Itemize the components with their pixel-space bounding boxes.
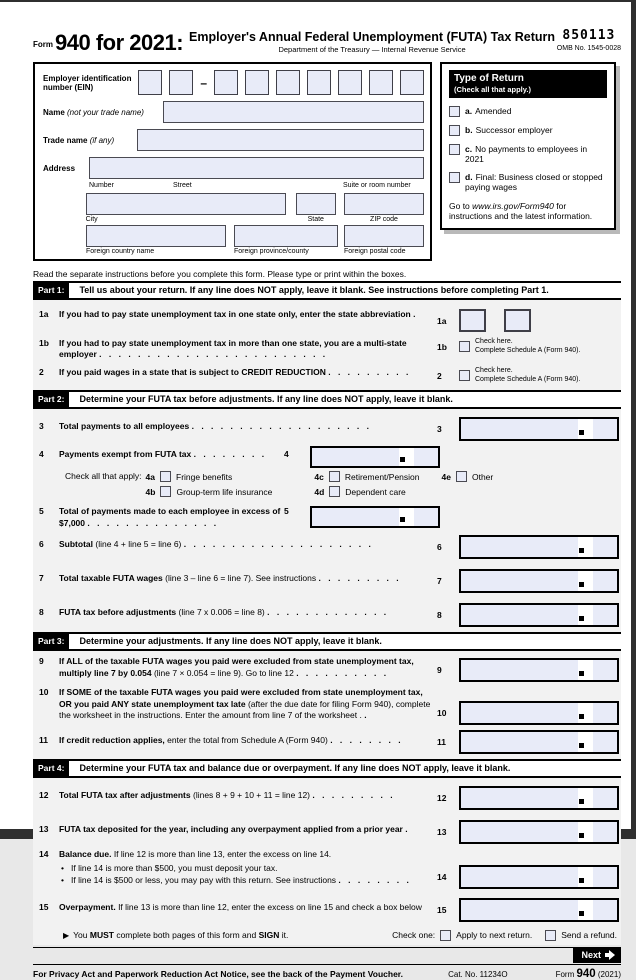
sign-text: it. [279,930,289,941]
schedule-a-text: Complete Schedule A (Form 940). [475,346,581,354]
schedule-a-text: Complete Schedule A (Form 940). [475,375,581,383]
cents-divider [578,822,593,842]
check-key: 4e [441,471,451,482]
line-number: 3 [39,421,44,432]
line-number: 1b [39,338,49,348]
line-number-right: 7 [437,576,442,587]
line-number-mid: 5 [284,506,289,517]
line-1b [33,334,621,363]
form-word: Form [33,40,53,49]
check-key: 4c [314,471,324,482]
line-text: If SOME of the taxable FUTA wages you paid were excluded from state unemployment tax, OR you paid ANY state unemployment tax late [59,687,423,709]
line-number: 1a [39,309,49,319]
city-sublabel: City [85,216,98,223]
line-number-right: 8 [437,610,442,621]
foreign-country-sublabel: Foreign country name [86,248,155,255]
cents-divider [578,703,593,723]
line-number-right: 2 [437,370,442,381]
line-10 [33,684,621,727]
line14-amount-box[interactable] [459,865,619,889]
line-number: 8 [39,607,44,618]
line-number-right: 3 [437,424,442,435]
check-key: 4a [145,471,156,482]
type-of-return-header [449,70,607,98]
balance-due-bullet-2: • If line 14 is $500 or less, you may pay with this return. See instructions . . . . . . . . [59,875,433,887]
foreign-postal-field[interactable] [344,225,424,247]
option-key: a. [465,106,473,116]
city-field[interactable] [86,193,286,215]
line-9 [33,651,621,684]
part2-label: Part 2: [33,392,69,407]
cents-divider [578,660,593,680]
foreign-province-sublabel: Foreign province/county [234,248,309,255]
option-key: d. [465,172,473,182]
trade-name-field[interactable] [137,129,424,151]
credit-reduction-checkbox[interactable] [459,370,470,381]
sign-text: You [73,930,90,941]
next-strip [33,947,621,963]
decimal-dot [579,714,584,719]
dot-leader: . . . . . . . . . . . . . . . . . . . [191,421,370,432]
line-text-rest: (lines 8 + 9 + 10 + 11 = line 12) [192,790,311,801]
decimal-dot [579,548,584,553]
line-number-mid: 4 [284,449,289,460]
cents-divider [578,788,593,808]
option-label: Successor employer [475,125,553,135]
line-number-right: 12 [437,793,447,804]
line-number: 10 [39,687,49,698]
foreign-country-field[interactable] [86,225,226,247]
check-here-text: Check here. [475,366,513,374]
line-text-rest: (line 4 + line 5 = line 6) [95,539,182,550]
line-text: Total payments to all employees [59,421,190,432]
line-14-bullets [33,861,621,891]
part3-title: Determine your adjustments. If any line does NOT apply, leave it blank. [79,636,382,647]
form-header [0,2,631,60]
check-label: Retirement/Pension [344,471,420,482]
omb-number: OMB No. 1545-0028 [556,45,621,52]
trade-name-label: Trade name [43,135,90,145]
part4-label: Part 4: [33,761,69,776]
ein-cell[interactable] [369,70,393,95]
line-3 [33,409,621,443]
cents-divider [578,537,593,557]
type-option-no-payments [449,144,607,164]
part1-title: Tell us about your return. If any line does NOT apply, leave it blank. See instructions before completing Part 1. [79,285,549,295]
dot-leader: . . . . . . . . [330,735,402,746]
dot-leader: . . . . . . . . . [312,790,394,801]
type-option-successor [449,125,607,136]
address-label: Address [43,163,76,173]
decimal-dot [579,911,584,916]
ein-cell[interactable] [307,70,331,95]
multi-state-checkbox[interactable] [459,341,470,352]
part3-header [33,632,621,651]
read-instructions-line: Read the separate instructions before you complete this form. Please type or print within the boxes. [33,269,407,279]
ein-cell[interactable] [138,70,162,95]
zip-field[interactable] [344,193,424,215]
ein-cell[interactable] [214,70,238,95]
dot-leader: . . . . . . . . . . [296,667,388,678]
line-number: 5 [39,506,44,517]
option-key: c. [465,144,473,154]
line13-amount-box[interactable] [459,820,619,844]
line-6 [33,531,621,561]
dot-leader: . . . . . . . . . . . . . . . . . . . . . . . . [99,349,327,360]
line8-amount-box[interactable] [459,603,619,627]
line9-amount-box[interactable] [459,658,619,682]
line-text: Overpayment. [59,901,119,912]
send-refund-checkbox[interactable] [545,930,556,941]
address-field[interactable] [89,157,424,179]
sign-must: MUST [89,930,114,941]
check-label: Dependent care [345,486,406,497]
ein-cell[interactable] [169,70,193,95]
line-text: FUTA tax before adjustments [59,607,177,618]
decimal-dot [579,799,584,804]
type-of-return-subtitle: (Check all that apply.) [454,85,531,94]
form-footer-year: (2021) [595,969,621,979]
line-text: Balance due. [59,849,114,860]
line-number: 14 [39,849,49,860]
line-text-rest: If line 12 is more than line 13, enter the excess on line 14. [113,849,332,860]
name-field[interactable] [163,101,424,123]
line-number: 2 [39,366,44,377]
decimal-dot [579,833,584,838]
form-number: 940 for 2021: [55,30,184,55]
line3-amount-box[interactable] [459,417,619,441]
fringe-benefits-checkbox[interactable] [160,471,171,482]
type-of-return-box [440,62,616,230]
ein-cell[interactable] [276,70,300,95]
line-text: If ALL of the taxable FUTA wages you paid were excluded from state unemployment tax, multiply line 7 by 0.054 [59,656,414,678]
state-field[interactable] [296,193,336,215]
line-text-rest: If line 13 is more than line 12, enter the excess on line 15 and check a box below [118,901,422,912]
apply-next-return-label: Apply to next return. [456,930,533,941]
sign-text: complete both pages of this form and [113,930,259,941]
line-5 [33,500,621,531]
dot-leader: . . . . . . . . . . . . . . [87,517,218,528]
form-footer-number: 940 [576,967,596,980]
decimal-dot [579,671,584,676]
line-number-right: 15 [437,904,447,915]
ein-dash: – [200,75,207,90]
line-12 [33,778,621,812]
dot-leader: . [405,824,409,835]
footer-pre: Go to [449,201,473,211]
line-text: If you had to pay state unemployment tax in one state only, enter the state abbreviation [59,309,411,319]
option-label: Amended [475,106,512,116]
catalog-number: Cat. No. 11234O [448,969,508,979]
part4-title: Determine your FUTA tax and balance due or overpayment. If any line does NOT apply, leave it blank. [79,763,511,774]
line-text: If credit reduction applies, [59,735,168,746]
type-of-return-title: Type of Return [454,73,524,84]
check-here-text: Check here. [475,338,513,345]
line-number-right: 11 [437,737,446,748]
line4-amount-box[interactable] [310,446,440,468]
ein-label: Employer identification number (EIN) [43,73,132,92]
line-number: 9 [39,656,44,667]
number-sublabel: Number [89,182,114,189]
line-text: Total taxable FUTA wages [59,573,163,584]
dependent-care-checkbox[interactable] [329,486,340,497]
line-number: 6 [39,539,44,550]
line4-check-all [33,470,621,500]
privacy-notice: For Privacy Act and Paperwork Reduction Act Notice, see the back of the Payment Voucher. [33,968,404,979]
line-number-right: 10 [437,708,447,719]
option-label: No payments to employees in 2021 [465,144,588,164]
ein-input [138,70,424,95]
send-refund-label: Send a refund. [561,930,617,941]
part1-header [33,281,621,300]
employer-info-box [33,62,432,261]
sign-instruction-row [33,924,621,945]
next-button-label: Next [581,949,601,960]
dot-leader: . . . . . . . . . [328,366,410,377]
suite-sublabel: Suite or room number [343,182,411,189]
line-14 [33,846,621,860]
form-subtitle: Department of the Treasury — Internal Revenue Service [278,45,466,54]
dot-leader: . [413,309,417,319]
cents-divider [578,900,593,920]
part1-label: Part 1: [33,283,69,298]
line-text: Payments exempt from FUTA tax [59,449,192,460]
line-number-right: 9 [437,665,442,676]
check-key: 4b [145,486,156,497]
line6-amount-box[interactable] [459,535,619,559]
retirement-checkbox[interactable] [329,471,340,482]
line-text: If you had to pay state unemployment tax in more than one state, you are a multi-state employer [59,338,407,360]
line-15 [33,891,621,924]
line-number: 11 [39,735,48,746]
sign-sign: SIGN [258,930,280,941]
line11-amount-box[interactable] [459,730,619,754]
cents-divider [578,419,593,439]
line5-amount-box[interactable] [310,506,440,528]
form-title: Employer's Annual Federal Unemployment (FUTA) Tax Return [189,30,556,44]
check-all-lead: Check all that apply: [65,471,142,482]
check-one-label: Check one: [392,930,436,941]
line-number-right: 1a [437,315,447,326]
cents-divider [578,732,593,752]
final-checkbox[interactable] [449,172,460,183]
foreign-postal-sublabel: Foreign postal code [344,248,406,255]
line-text: Total FUTA tax after adjustments [59,790,193,801]
line-number: 13 [39,824,49,835]
line-text-rest: (line 7 × 0.054 = line 9). Go to line 12 [153,667,294,678]
dot-leader: . . . . . . . . [193,449,266,460]
dot-leader: . . . . . . . . [338,874,410,885]
ein-cell[interactable] [338,70,362,95]
cents-divider [578,571,593,591]
ein-cell[interactable] [400,70,424,95]
line-number-right: 6 [437,542,442,553]
line15-amount-box[interactable] [459,898,619,922]
part3-label: Part 3: [33,634,69,649]
type-of-return-footer [449,201,607,221]
successor-checkbox[interactable] [449,125,460,136]
line-number-right: 14 [437,871,447,882]
balance-due-bullet-1: • If line 14 is more than $500, you must deposit your tax. [59,863,433,875]
irs-form940-link[interactable]: www.irs.gov/Form940 [472,201,554,211]
dot-leader: . . . . . . . . . . . . . [267,607,388,618]
footer-post: for instructions and the latest information. [449,201,593,221]
ein-cell[interactable] [245,70,269,95]
decimal-dot [579,616,584,621]
state-abbrev-box-2[interactable] [504,309,531,332]
line-4 [33,443,621,470]
line-7 [33,561,621,595]
cents-divider [578,867,593,887]
apply-next-return-checkbox[interactable] [440,930,451,941]
pointer-arrow-icon: ▶ [63,930,70,940]
form-code: 850113 [562,28,616,43]
decimal-dot [579,582,584,587]
page-footer [33,964,621,980]
line-13 [33,812,621,846]
form-footer-id: Form 940 (2021) [555,967,621,980]
state-sublabel: State [307,216,324,223]
line-text-rest: enter the total from Schedule A (Form 940) [167,735,328,746]
line-number-right: 1b [437,341,447,352]
other-checkbox[interactable] [456,471,467,482]
decimal-dot [400,457,405,462]
decimal-dot [579,743,584,748]
street-sublabel: Street [173,182,192,189]
name-hint: (not your trade name) [67,107,144,117]
part2-title: Determine your FUTA tax before adjustments. If any line does NOT apply, leave it blank. [79,394,453,405]
line-text-rest: (line 7 x 0.006 = line 8) [178,607,265,618]
check-key: 4d [314,486,325,497]
line-number: 15 [39,901,49,912]
state-abbrev-box-1[interactable] [459,309,486,332]
group-term-checkbox[interactable] [160,486,171,497]
type-option-final [449,172,607,192]
line-number: 7 [39,573,44,584]
line-8 [33,595,621,632]
name-label: Name [43,107,68,117]
line12-amount-box[interactable] [459,786,619,810]
line-11 [33,727,621,759]
check-label: Fringe benefits [176,471,233,482]
line-text: Total of payments made to each employee in excess of $7,000 [59,506,281,528]
check-label: Other [471,471,494,482]
check-label: Group-term life insurance [176,486,273,497]
trade-name-hint: (if any) [89,135,115,145]
next-button[interactable] [573,948,621,963]
line-2 [33,363,621,391]
decimal-dot [579,878,584,883]
option-label: Final: Business closed or stopped paying wages [465,172,603,192]
no-payments-checkbox[interactable] [449,144,460,155]
line-text-rest: (after the due date for filing Form 940), complete the worksheet in the instructions. Enter the amount from line 7 of the worksheet . [59,698,431,721]
next-arrow-icon [605,950,615,960]
line-text: FUTA tax deposited for the year, including any overpayment applied from a prior year [59,824,403,835]
line-number: 4 [39,449,44,460]
line-text-rest: (line 3 – line 6 = line 7). See instructions [165,573,317,584]
amended-checkbox[interactable] [449,106,460,117]
cents-divider [578,605,593,625]
line-text: If you paid wages in a state that is subject to CREDIT REDUCTION [59,366,326,377]
line-number-right: 13 [437,827,447,838]
part4-header [33,759,621,778]
zip-sublabel: ZIP code [370,216,398,223]
dot-leader: . . . . . . . . . [318,573,400,584]
dot-leader: . [364,710,368,721]
decimal-dot [579,430,584,435]
decimal-dot [400,517,405,522]
part2-header [33,390,621,409]
line-text: Subtotal [59,539,93,550]
type-option-amended [449,106,607,117]
line-1a [33,300,621,334]
line10-amount-box[interactable] [459,701,619,725]
line-number: 12 [39,790,49,801]
option-key: b. [465,125,473,135]
dot-leader: . . . . . . . . . . . . . . . . . . . . [183,539,372,550]
foreign-province-field[interactable] [234,225,338,247]
line7-amount-box[interactable] [459,569,619,593]
